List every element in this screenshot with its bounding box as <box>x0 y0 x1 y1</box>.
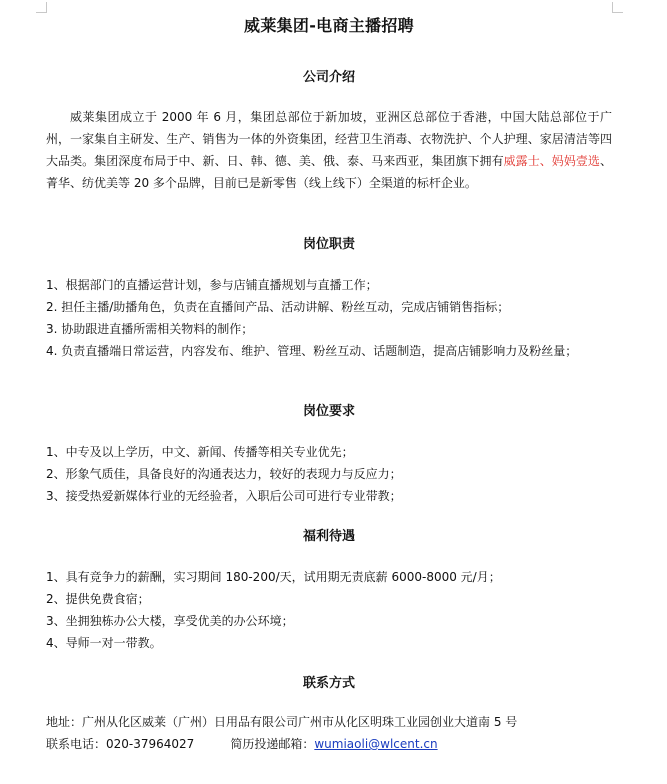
contact-phone-email-row <box>46 733 612 755</box>
requirements-heading: 岗位要求 <box>302 404 355 419</box>
list-item: 4. 负责直播端日常运营，内容发布、维护、管理、粉丝互动、话题制造，提高店铺影响力及粉丝量； <box>46 344 578 358</box>
company-intro-text: 威莱集团成立于 2000 年 6 月，集团总部位于新加坡，亚洲区总部位于香港，中国大陆总部位于广州，一家集自主研发、生产、销售为一体的外资集团，经营卫生消毒、衣物洗护、个人护理、家居清洁等四大品类。集团深度布局于中、新、日、韩、德、美、俄、泰、马来西亚，集团旗下拥有 <box>46 110 612 168</box>
list-item: 1、中专及以上学历，中文、新闻、传播等相关专业优先； <box>46 445 354 459</box>
list-item: 4、导师一对一带教。 <box>46 636 162 650</box>
benefits-list <box>46 566 612 654</box>
company-intro-text-end: 、菁华、纺优美等 20 多个品牌，目前已是新零售（线上线下）全渠道的标杆企业。 <box>46 154 612 190</box>
page-corner-mark-right <box>612 2 623 13</box>
list-item: 2、形象气质佳，具备良好的沟通表达力，较好的表现力与反应力； <box>46 467 402 481</box>
duties-heading: 岗位职责 <box>302 237 355 252</box>
contact-heading: 联系方式 <box>302 676 355 691</box>
document-title: 威莱集团-电商主播招聘 <box>244 16 414 35</box>
list-item: 3、接受热爱新媒体行业的无经验者，入职后公司可进行专业带教； <box>46 489 402 503</box>
page-corner-mark-left <box>36 2 47 13</box>
company-intro-heading: 公司介绍 <box>302 70 355 85</box>
contact-phone: 联系电话：020-37964027 <box>46 737 195 751</box>
list-item: 2. 担任主播/助播角色，负责在直播间产品、活动讲解、粉丝互动，完成店铺销售指标； <box>46 300 510 314</box>
company-intro-paragraph <box>46 106 612 194</box>
list-item: 3. 协助跟进直播所需相关物料的制作； <box>46 322 254 336</box>
benefits-heading: 福利待遇 <box>302 529 355 544</box>
contact-address: 地址：广州从化区威莱（广州）日用品有限公司广州市从化区明珠工业园创业大道南 5 号 <box>46 715 518 729</box>
list-item: 2、提供免费食宿； <box>46 592 150 606</box>
email-label: 简历投递邮箱： <box>230 737 315 751</box>
list-item: 1、具有竞争力的薪酬，实习期间 180-200/天，试用期无责底薪 6000-8000 元/月； <box>46 570 501 584</box>
duties-list <box>46 274 612 362</box>
email-link[interactable]: wumiaoli@wlcent.cn <box>314 737 438 751</box>
list-item: 1、根据部门的直播运营计划，参与店铺直播规划与直播工作； <box>46 278 378 292</box>
list-item: 3、坐拥独栋办公大楼，享受优美的办公环境； <box>46 614 294 628</box>
highlighted-brands: 威露士、妈妈壹选 <box>503 154 600 168</box>
contact-info <box>46 711 612 755</box>
requirements-list <box>46 441 612 507</box>
